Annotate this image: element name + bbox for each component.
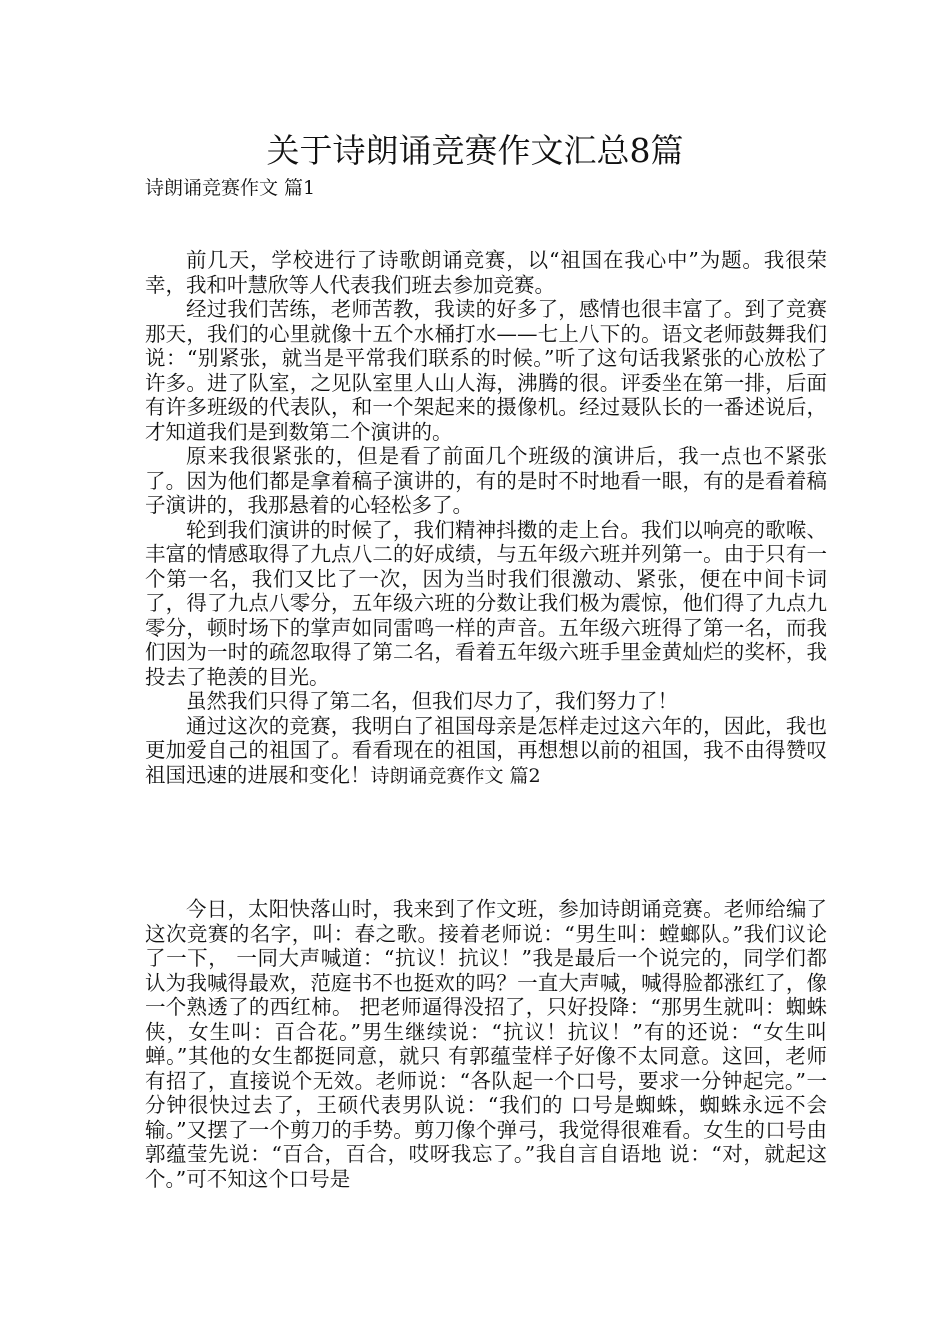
section-heading-1: 诗朗诵竞赛作文 篇1 [145,177,316,199]
paragraph: 经过我们苦练，老师苦教，我读的好多了，感情也很丰富了。到了竞赛那天，我们的心里就像十五个水桶打水——七上八下的。语文老师鼓舞我们说：“别紧张，就当是平常我们联系的时候。”听了这句话我紧张的心放松了许多。进了队室，之见队室里人山人海，沸腾的很。评委坐在第一排，后面有许多班级的代表队，和一个架起来的摄像机。经过聂队长的一番述说后，才知道我们是到数第二个演讲的。 [145,297,827,444]
section-body-1 [145,248,827,788]
paragraph: 轮到我们演讲的时候了，我们精神抖擞的走上台。我们以响亮的歌喉、丰富的情感取得了九点八二的好成绩，与五年级六班并列第一。由于只有一个第一名，我们又比了一次，因为当时我们很激动、紧张，便在中间卡词了，得了九点八零分，五年级六班的分数让我们极为震惊，他们得了九点九零分，顿时场下的掌声如同雷鸣一样的声音。五年级六班得了第一名，而我们因为一时的疏忽取得了第二名，看着五年级六班手里金黄灿烂的奖杯，我投去了艳羡的目光。 [145,517,827,689]
document-title: 关于诗朗诵竞赛作文汇总8篇 [266,131,684,170]
paragraph-with-next-heading [145,714,827,789]
section-heading-2: 诗朗诵竞赛作文 篇2 [370,764,541,787]
paragraph: 前几天，学校进行了诗歌朗诵竞赛，以“祖国在我心中”为题。我很荣幸，我和叶慧欣等人代表我们班去参加竞赛。 [145,248,827,297]
paragraph: 原来我很紧张的，但是看了前面几个班级的演讲后，我一点也不紧张了。因为他们都是拿着稿子演讲的，有的是时不时地看一眼，有的是看着稿子演讲的，我那悬着的心轻松多了。 [145,444,827,517]
paragraph-text: 通过这次的竞赛，我明白了祖国母亲是怎样走过这六年的，因此，我也更加爱自己的祖国了。看看现在的祖国，再想想以前的祖国，我不由得赞叹祖国迅速的进展和变化！ [145,713,827,787]
paragraph: 虽然我们只得了第二名，但我们尽力了，我们努力了！ [186,689,678,713]
section-body-2 [145,897,827,1191]
paragraph: 今日，太阳快落山时，我来到了作文班，参加诗朗诵竞赛。老师给编了这次竞赛的名字，叫：春之歌。接着老师说：“男生叫：螳螂队。”我们议论了一下， 一同大声喊道：“抗议！抗议！”我是最后一个说完的，同学们都认为我喊得最欢，范庭书不也挺欢的吗？一直大声喊，喊得脸都涨红了，像一个熟透了的西红柿。 把老师逼得没招了，只好投降：“那男生就叫：蜘蛛侠，女生叫：百合花。”男生继续说：“抗议！抗议！”有的还说：“女生叫蝉。”其他的女生都挺同意，就只 有郭蕴莹样子好像不太同意。这回，老师有招了，直接说个无效。老师说：“各队起一个口号，要求一分钟起完。”一分钟很快过去了，王硕代表男队说：“我们的 口号是蜘蛛，蜘蛛永远不会输。”又摆了一个剪刀的手势。剪刀像个弹弓，我觉得很难看。女生的口号由郭蕴莹先说：“百合，百合，哎呀我忘了。”我自言自语地 说：“对，就起这个。”可不知这个口号是 [145,897,827,1191]
